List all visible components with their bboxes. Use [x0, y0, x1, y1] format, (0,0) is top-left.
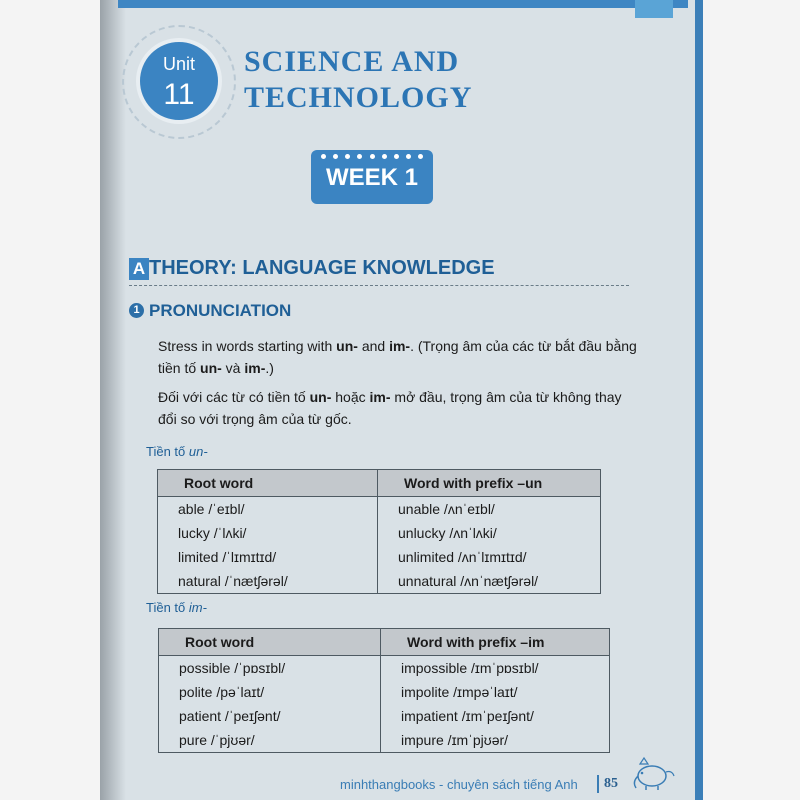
- table-im-caption: [146, 600, 207, 615]
- table-prefix-un: [157, 469, 601, 594]
- text-run: Đối với các từ có tiền tố: [158, 389, 310, 405]
- caption-prefix: Tiền tố: [146, 444, 189, 459]
- week-dot: [394, 154, 399, 159]
- bold-prefix: un-: [309, 389, 332, 405]
- week-banner-dots: [321, 154, 423, 162]
- table-row: [158, 569, 601, 594]
- page-right-edge: [695, 0, 703, 800]
- paragraph-stress-explanation: [158, 386, 638, 430]
- bold-prefix: im-: [369, 389, 391, 405]
- footer-text: minhthangbooks - chuyên sách tiếng Anh: [340, 777, 578, 792]
- bold-prefix: un-: [336, 338, 358, 354]
- caption-affix: im-: [188, 600, 207, 615]
- bold-prefix: im-: [389, 338, 411, 354]
- unit-title-line-2: TECHNOLOGY: [244, 81, 473, 114]
- table-row: [158, 545, 601, 569]
- table-un-caption: [146, 444, 208, 459]
- column-header-prefixed: Word with prefix –im: [381, 629, 610, 656]
- unit-title-line-1: SCIENCE AND: [244, 45, 460, 78]
- week-dot: [370, 154, 375, 159]
- table-row: [158, 497, 601, 522]
- prefixed-word-cell: unlucky /ʌnˈlʌki/: [378, 521, 601, 545]
- week-dot: [321, 154, 326, 159]
- elephant-mascot-icon: [628, 756, 678, 792]
- text-run: Stress in words starting with: [158, 338, 337, 354]
- table-row: [158, 521, 601, 545]
- footer-separator: [597, 775, 599, 793]
- prefixed-word-cell: impatient /ɪmˈpeɪʃənt/: [381, 704, 610, 728]
- week-label: WEEK 1: [325, 164, 418, 191]
- root-word-cell: able /ˈeɪbl/: [158, 497, 378, 522]
- unit-number: 11: [163, 78, 195, 111]
- column-header-root: Root word: [159, 629, 381, 656]
- week-dot: [357, 154, 362, 159]
- root-word-cell: pure /ˈpjʊər/: [159, 728, 381, 753]
- section-title: THEORY: LANGUAGE KNOWLEDGE: [149, 257, 495, 279]
- page-top-tab: [635, 0, 673, 18]
- column-header-prefixed: Word with prefix –un: [378, 470, 601, 497]
- root-word-cell: natural /ˈnætʃərəl/: [158, 569, 378, 594]
- section-letter: A: [129, 258, 149, 280]
- table-row: [159, 656, 610, 681]
- week-dot: [345, 154, 350, 159]
- unit-label: Unit: [162, 54, 195, 74]
- root-word-cell: lucky /ˈlʌki/: [158, 521, 378, 545]
- table-header-row: [159, 629, 610, 656]
- table-prefix-im: [158, 628, 610, 753]
- table-row: [159, 728, 610, 753]
- text-run: . (Trọng âm của các từ bắt đầu bằng tiền tố: [158, 338, 637, 376]
- prefixed-word-cell: impure /ɪmˈpjʊər/: [381, 728, 610, 753]
- root-word-cell: polite /pəˈlaɪt/: [159, 680, 381, 704]
- text-run: mở đầu, trọng âm của từ không thay đổi so với trọng âm của từ gốc.: [158, 389, 622, 427]
- paragraph-stress-rule: [158, 335, 638, 379]
- text-run: hoặc: [331, 389, 370, 405]
- unit-badge: [136, 38, 222, 124]
- week-dot: [406, 154, 411, 159]
- book-spine-shadow: [100, 0, 126, 800]
- table-row: [159, 680, 610, 704]
- prefixed-word-cell: unable /ʌnˈeɪbl/: [378, 497, 601, 522]
- page-number: 85: [604, 776, 618, 791]
- subsection-number: 1: [129, 303, 144, 318]
- week-dot: [418, 154, 423, 159]
- root-word-cell: limited /ˈlɪmɪtɪd/: [158, 545, 378, 569]
- week-dot: [382, 154, 387, 159]
- week-dot: [333, 154, 338, 159]
- root-word-cell: possible /ˈpɒsɪbl/: [159, 656, 381, 681]
- prefixed-word-cell: impolite /ɪmpəˈlaɪt/: [381, 680, 610, 704]
- text-run: và: [221, 360, 245, 376]
- caption-prefix: Tiền tố: [146, 600, 189, 615]
- unit-title: [244, 44, 472, 116]
- prefixed-word-cell: unnatural /ʌnˈnætʃərəl/: [378, 569, 601, 594]
- root-word-cell: patient /ˈpeɪʃənt/: [159, 704, 381, 728]
- prefixed-word-cell: impossible /ɪmˈpɒsɪbl/: [381, 656, 610, 681]
- text-run: and: [357, 338, 390, 354]
- caption-affix: un-: [188, 444, 208, 459]
- page-top-strip: [118, 0, 688, 8]
- bold-prefix: im-: [244, 360, 266, 376]
- text-run: .): [265, 360, 274, 376]
- subsection-title: PRONUNCIATION: [149, 301, 292, 320]
- bold-prefix: un-: [200, 360, 222, 376]
- table-header-row: [158, 470, 601, 497]
- prefixed-word-cell: unlimited /ʌnˈlɪmɪtɪd/: [378, 545, 601, 569]
- section-divider: [129, 285, 629, 286]
- column-header-root: Root word: [158, 470, 378, 497]
- table-row: [159, 704, 610, 728]
- week-banner: [311, 150, 433, 204]
